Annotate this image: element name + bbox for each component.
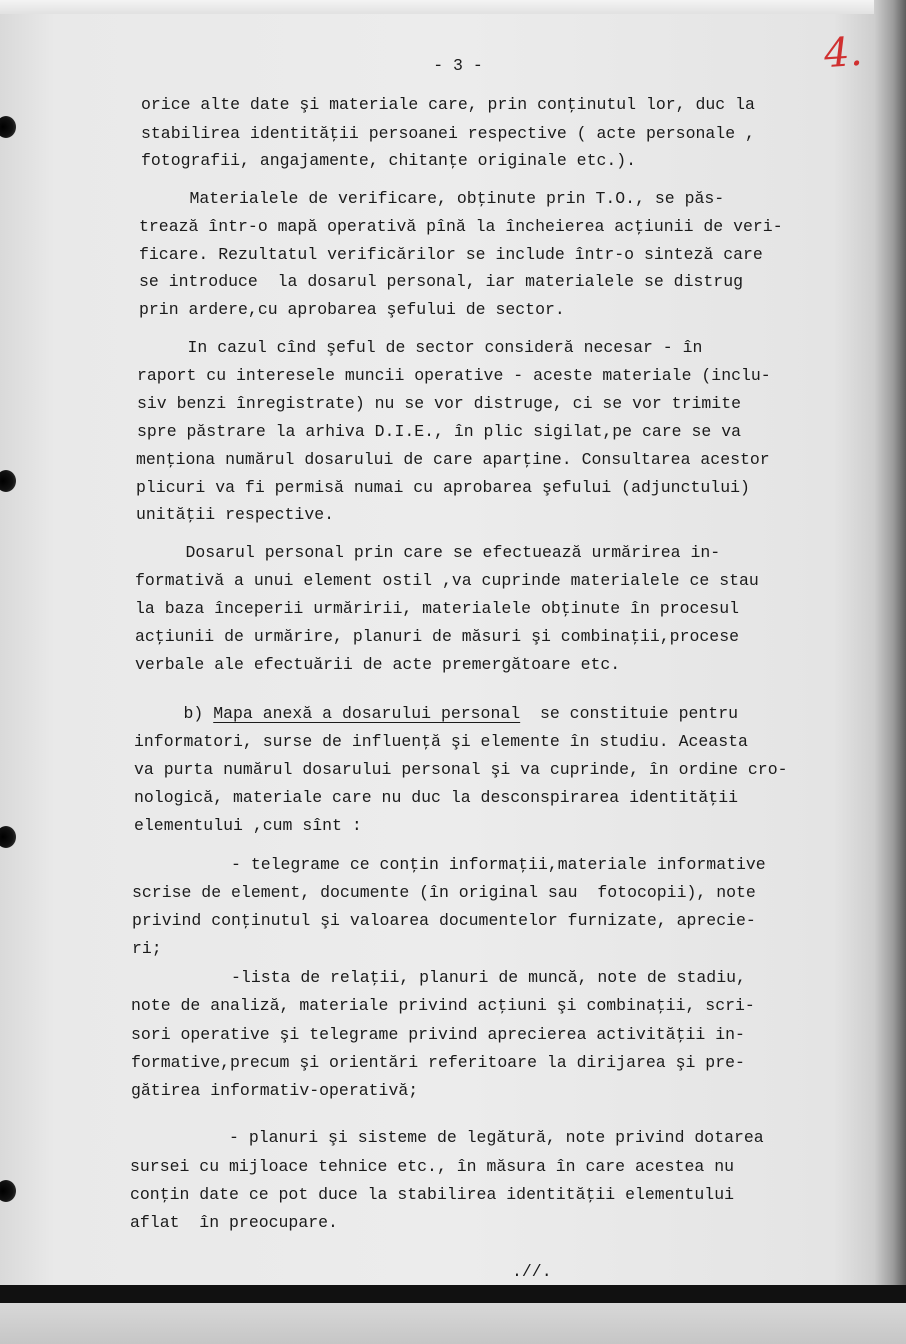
text-line: nologică, materiale care nu duc la desconspirarea identităţii	[134, 788, 738, 807]
text-line: sursei cu mijloace tehnice etc., în măsura în care acestea nu	[130, 1157, 734, 1176]
text-line: - telegrame ce conţin informaţii,materiale informative	[132, 855, 766, 874]
text-line: siv benzi înregistrate) nu se vor distruge, ci se vor trimite	[137, 394, 741, 413]
text-line: plicuri va fi permisă numai cu aprobarea şefului (adjunctului)	[136, 478, 750, 497]
text-line: scrise de element, documente (în original sau fotocopii), note	[132, 883, 756, 902]
text-line: prin ardere,cu aprobarea şefului de sector.	[139, 300, 565, 319]
text-line: orice alte date şi materiale care, prin conţinutul lor, duc la	[141, 95, 755, 114]
text-line: - planuri şi sisteme de legătură, note privind dotarea	[130, 1128, 764, 1147]
text-line: note de analiză, materiale privind acţiuni şi combinaţii, scri-	[131, 996, 755, 1015]
text-line: raport cu interesele muncii operative - aceste materiale (inclu-	[137, 366, 771, 385]
text-line: informatori, surse de influenţă şi elemente în studiu. Aceasta	[134, 732, 748, 751]
text-line: -lista de relaţii, planuri de muncă, note de stadiu,	[132, 968, 746, 987]
text-line: Materialele de verificare, obţinute prin T.O., se păs-	[140, 189, 725, 208]
text-line: formativă a unui element ostil ,va cuprinde materialele ce stau	[135, 571, 759, 590]
text-line: privind conţinutul şi valoarea documentelor furnizate, aprecie-	[132, 911, 756, 930]
page-number: - 3 -	[433, 56, 483, 75]
scan-bottom-band	[0, 1285, 906, 1303]
continuation-mark: .//.	[512, 1262, 552, 1281]
text-line: ri;	[132, 939, 162, 958]
heading-underlined-title: Mapa anexă a dosarului personal	[213, 704, 521, 723]
text-line: la baza începerii urmăririi, materialele obţinute în procesul	[135, 599, 739, 618]
text-line: menţiona numărul dosarului de care aparţine. Consultarea acestor	[136, 450, 770, 469]
text-line: trează într-o mapă operativă pînă la încheierea acţiunii de veri-	[139, 217, 783, 236]
text-line: Dosarul personal prin care se efectuează urmărirea in-	[136, 543, 721, 562]
heading-rest: se constituie pentru	[520, 704, 739, 723]
text-line: sori operative şi telegrame privind aprecierea activităţii in-	[131, 1025, 745, 1044]
text-line: unităţii respective.	[136, 505, 335, 524]
text-line: stabilirea identităţii persoanei respective ( acte personale ,	[141, 124, 755, 143]
text-line: conţin date ce pot duce la stabilirea identităţii elementului	[130, 1185, 734, 1204]
text-line: formative,precum şi orientări referitoare la dirijarea şi pre-	[131, 1053, 745, 1072]
text-line: In cazul cînd şeful de sector consideră necesar - în	[138, 338, 703, 357]
scan-bottom-area	[0, 1303, 906, 1344]
text-line: se introduce la dosarul personal, iar materialele se distrug	[139, 272, 743, 291]
heading-prefix: b)	[134, 704, 214, 723]
text-line: fotografii, angajamente, chitanţe originale etc.).	[141, 151, 637, 170]
text-line: gătirea informativ-operativă;	[131, 1081, 419, 1100]
text-line: spre păstrare la arhiva D.I.E., în plic sigilat,pe care se va	[137, 422, 741, 441]
text-line: va purta numărul dosarului personal şi va cuprinde, în ordine cro-	[134, 760, 788, 779]
text-line: acţiunii de urmărire, planuri de măsuri şi combinaţii,procese	[135, 627, 739, 646]
text-line: aflat în preocupare.	[130, 1213, 338, 1232]
handwritten-folio-number: 4.	[822, 28, 864, 78]
text-line: verbale ale efectuării de acte premergătoare etc.	[135, 655, 621, 674]
text-line: ficare. Rezultatul verificărilor se include într-o sinteză care	[139, 245, 763, 264]
section-b-heading	[134, 704, 738, 724]
text-line: elementului ,cum sînt :	[134, 816, 362, 835]
